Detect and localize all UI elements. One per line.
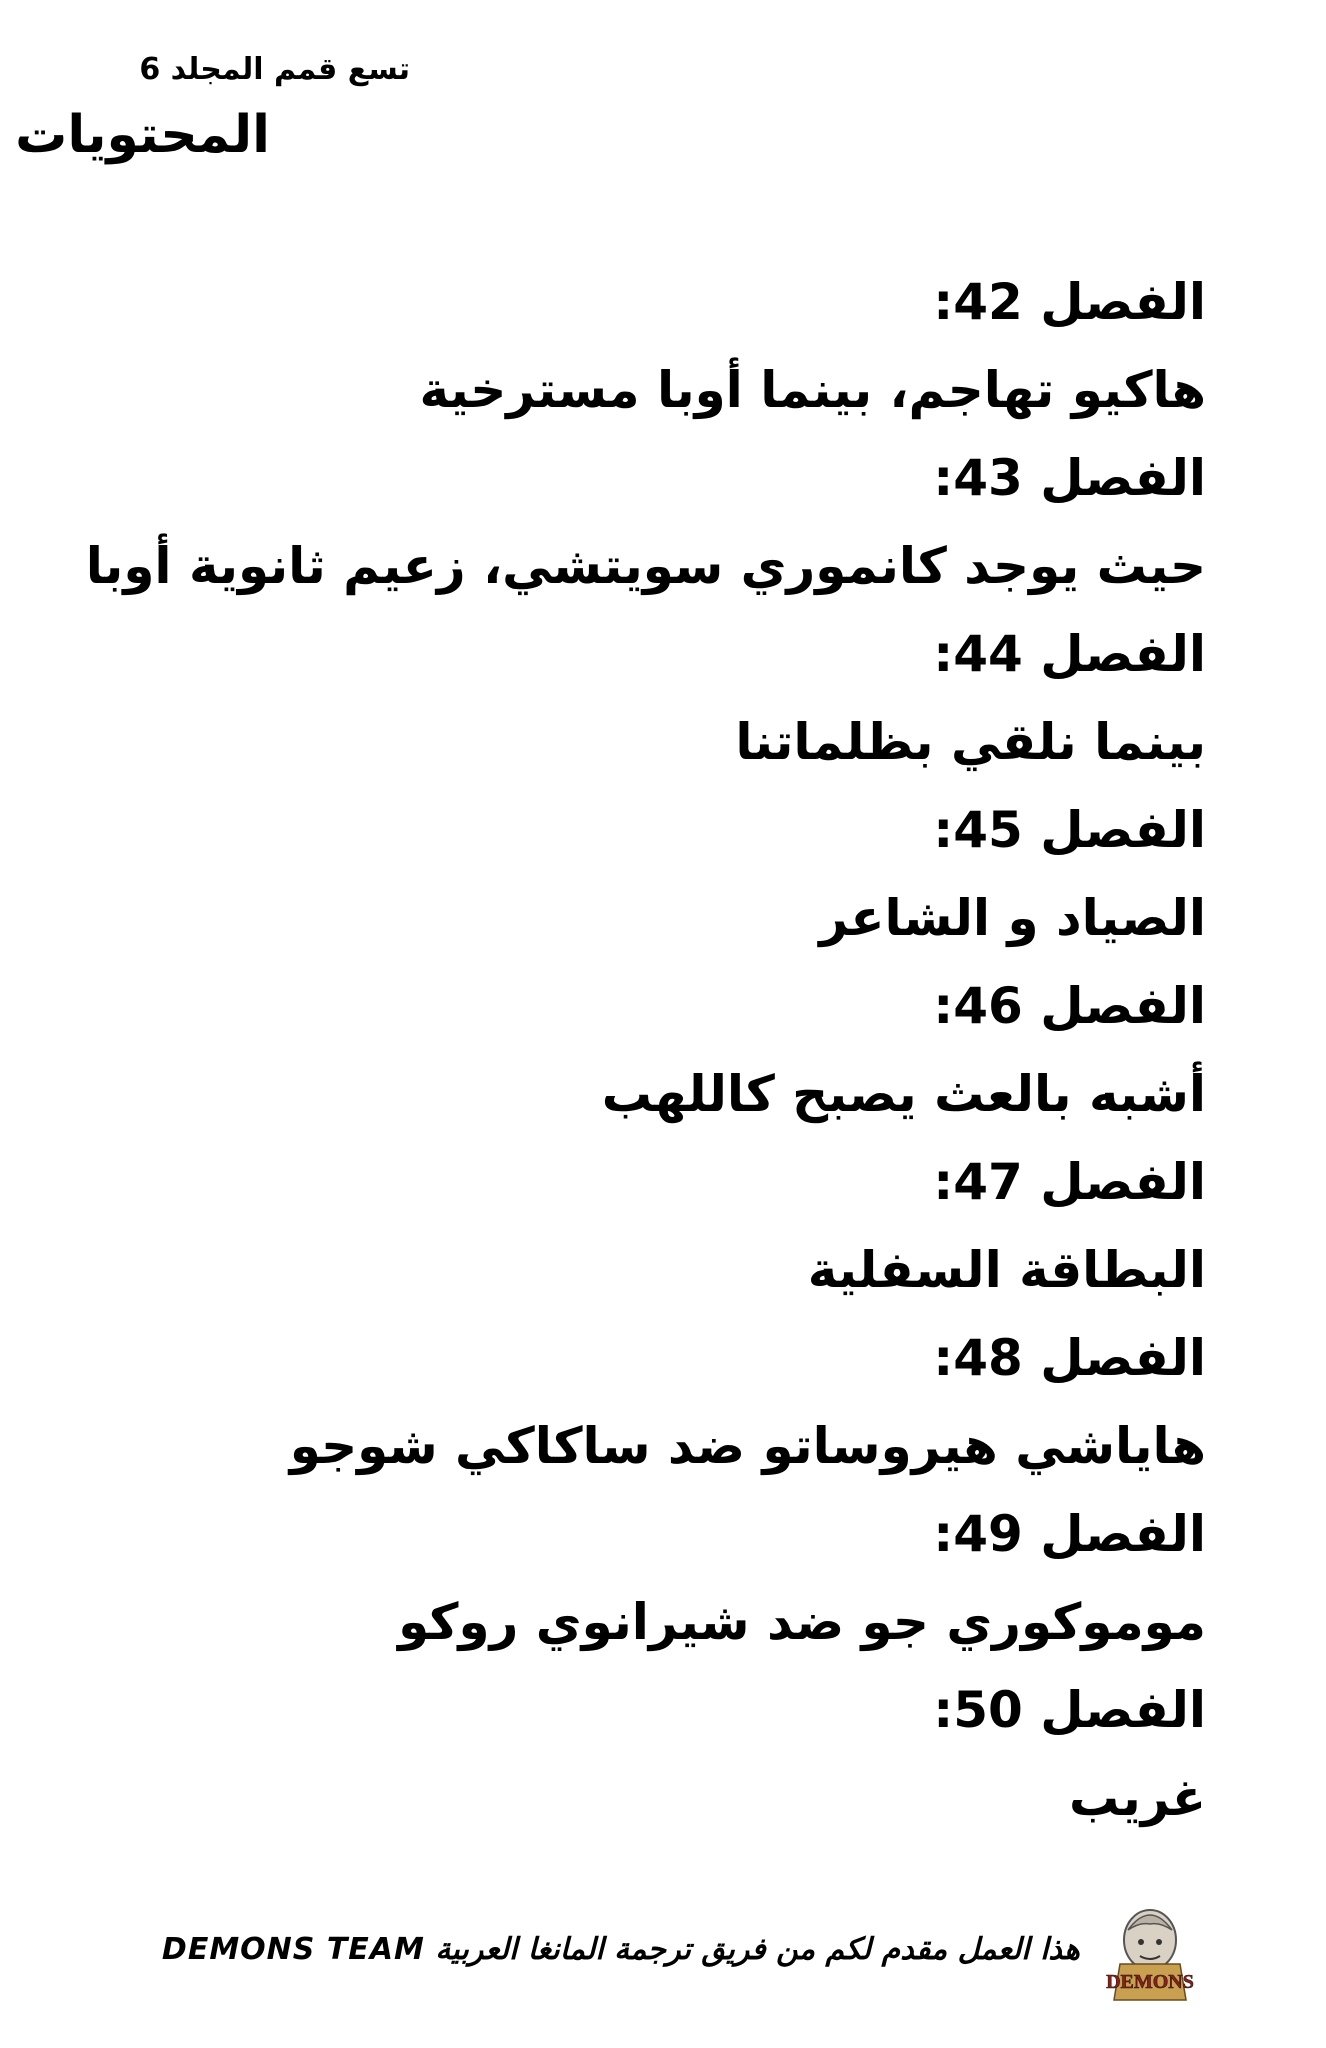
chapter-title: البطاقة السفلية bbox=[807, 1241, 1206, 1299]
chapter-title: الصياد و الشاعر bbox=[819, 889, 1206, 947]
chapter-title: هاياشي هيروساتو ضد ساكاكي شوجو bbox=[289, 1417, 1206, 1475]
chapter-title: أشبه بالعث يصبح كاللهب bbox=[601, 1065, 1206, 1123]
chapter-number: الفصل 47: bbox=[933, 1153, 1206, 1211]
chapter-number: الفصل 42: bbox=[933, 273, 1206, 331]
chapter-title: غريب bbox=[1069, 1769, 1206, 1827]
chapter-title: موموكوري جو ضد شيرانوي روكو bbox=[398, 1593, 1206, 1651]
chapter-number: الفصل 46: bbox=[933, 977, 1206, 1035]
table-of-contents bbox=[85, 258, 1206, 1842]
chapter-title: بينما نلقي بظلماتنا bbox=[735, 713, 1206, 771]
chapter-number: الفصل 45: bbox=[933, 801, 1206, 859]
chapter-number: الفصل 49: bbox=[933, 1505, 1206, 1563]
chapter-number: الفصل 44: bbox=[933, 625, 1206, 683]
chapter-number: الفصل 48: bbox=[933, 1329, 1206, 1387]
chapter-number: الفصل 50: bbox=[933, 1681, 1206, 1739]
logo-lettering: DEMONS bbox=[1106, 1971, 1194, 1993]
credit-message: هذا العمل مقدم لكم من فريق ترجمة المانغا العربية bbox=[435, 1932, 1080, 1967]
chapter-title: حيث يوجد كانموري سويتشي، زعيم ثانوية أوبا bbox=[85, 537, 1206, 595]
contents-title: المحتويات bbox=[15, 105, 270, 165]
credit-line bbox=[162, 1930, 1080, 1970]
chapter-number: الفصل 43: bbox=[933, 449, 1206, 507]
demons-team-logo bbox=[1090, 1900, 1210, 2010]
chapter-title: هاكيو تهاجم، بينما أوبا مسترخية bbox=[419, 361, 1206, 419]
team-name: DEMONS TEAM bbox=[161, 1932, 425, 1967]
volume-label: تسع قمم المجلد 6 bbox=[139, 52, 410, 87]
credits-footer bbox=[130, 1900, 1210, 2010]
